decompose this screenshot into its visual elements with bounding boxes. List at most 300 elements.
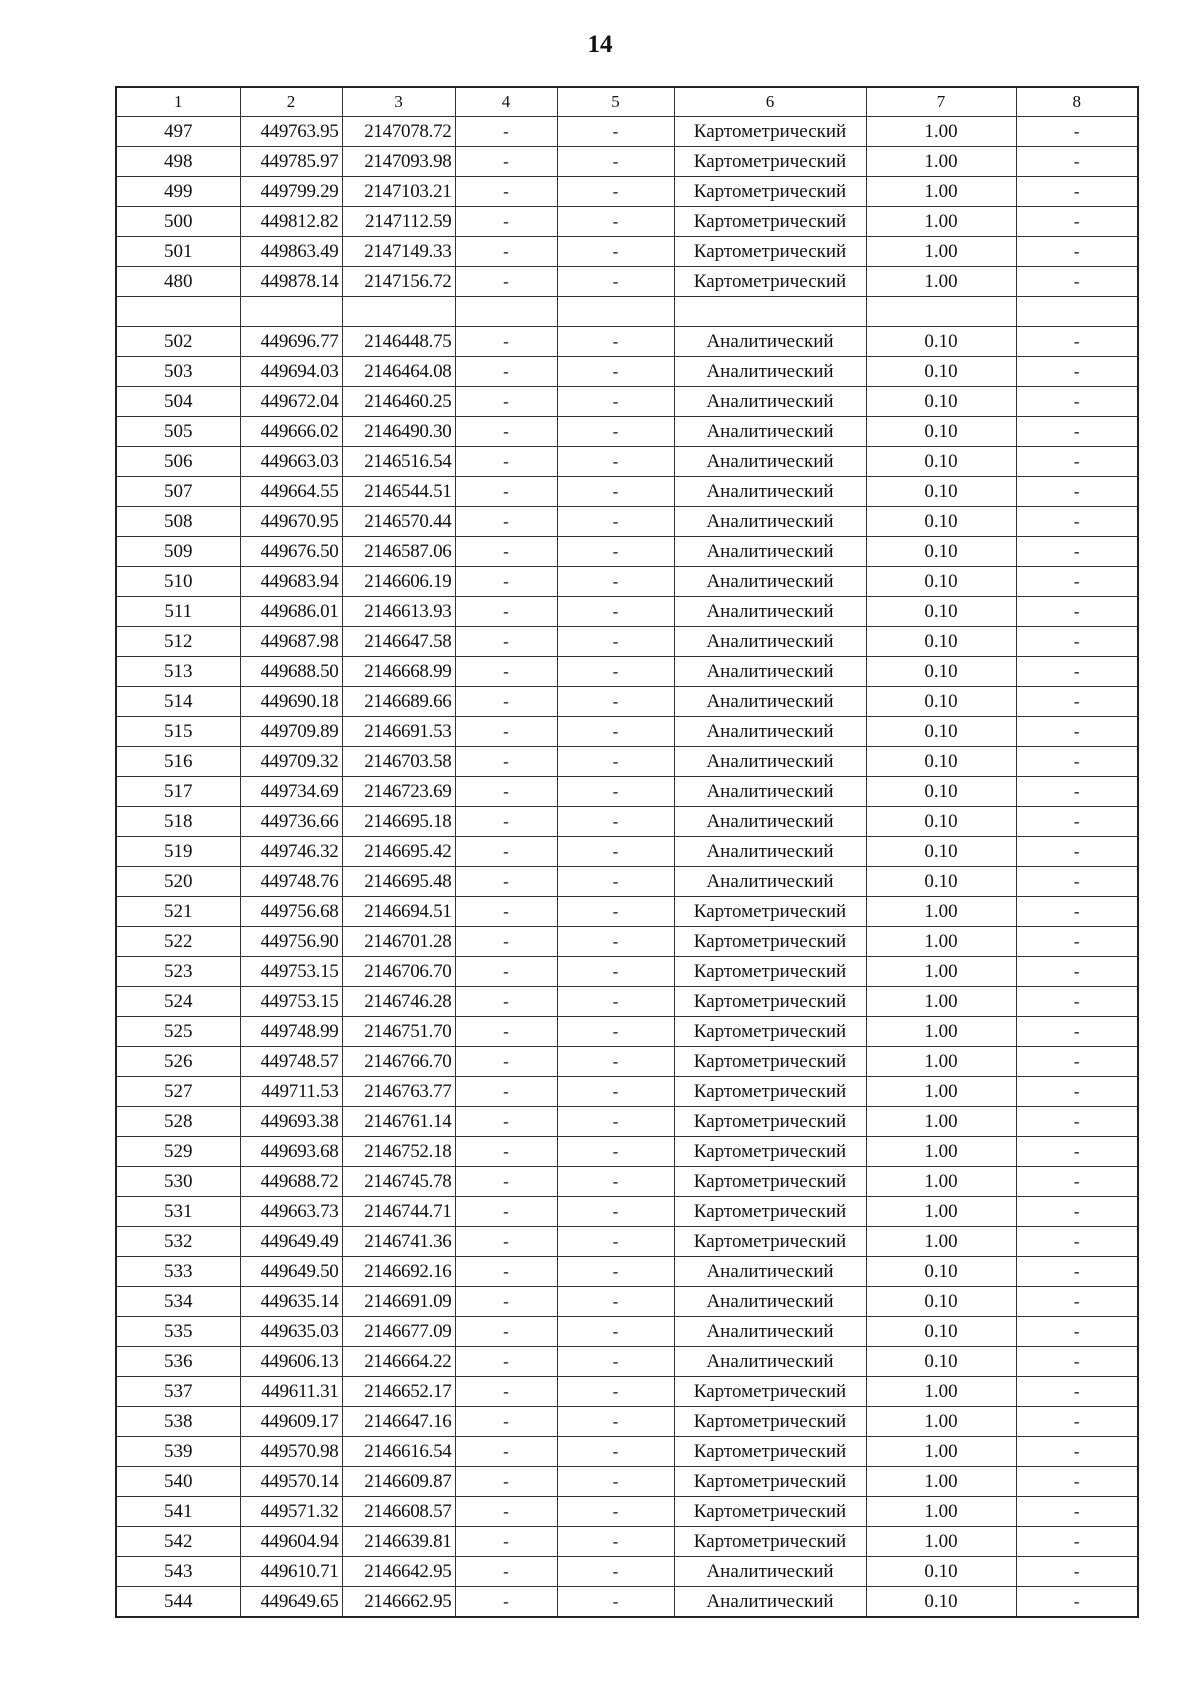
col-4-cell: - [455,1287,557,1317]
point-number-cell: 533 [116,1257,240,1287]
coord-x-cell: 449736.66 [240,807,342,837]
table-row [116,627,1138,657]
coord-y-cell: 2147149.33 [342,237,455,267]
method-cell: Аналитический [674,507,866,537]
coord-x-cell: 449672.04 [240,387,342,417]
col-5-cell: - [557,987,674,1017]
col-5-cell: - [557,1257,674,1287]
method-cell: Картометрический [674,1077,866,1107]
point-number-cell: 541 [116,1497,240,1527]
col-4-cell: - [455,1257,557,1287]
method-cell: Картометрический [674,1047,866,1077]
coord-x-cell: 449610.71 [240,1557,342,1587]
point-number-cell: 539 [116,1437,240,1467]
precision-cell: 1.00 [866,987,1016,1017]
precision-cell: 1.00 [866,957,1016,987]
col-4-cell: - [455,987,557,1017]
coord-x-cell: 449785.97 [240,147,342,177]
table-row [116,1227,1138,1257]
col-5-cell: - [557,477,674,507]
point-number-cell: 518 [116,807,240,837]
method-cell: Аналитический [674,1317,866,1347]
point-number-cell: 524 [116,987,240,1017]
col-4-cell: - [455,447,557,477]
table-row [116,537,1138,567]
method-cell: Аналитический [674,717,866,747]
precision-cell: 0.10 [866,807,1016,837]
col-4-cell: - [455,1587,557,1618]
col-4-cell: - [455,477,557,507]
coord-x-cell: 449611.31 [240,1377,342,1407]
table-row [116,237,1138,267]
precision-cell: 0.10 [866,1557,1016,1587]
col-4-cell: - [455,1557,557,1587]
coord-x-cell: 449635.03 [240,1317,342,1347]
coord-x-cell: 449606.13 [240,1347,342,1377]
coord-y-cell: 2146613.93 [342,597,455,627]
col-8-cell: - [1016,1227,1138,1257]
precision-cell: 1.00 [866,1047,1016,1077]
col-5-cell: - [557,147,674,177]
col-5-cell: - [557,267,674,297]
col-5-cell: - [557,327,674,357]
method-cell: Картометрический [674,1467,866,1497]
coord-y-cell: 2146652.17 [342,1377,455,1407]
coord-x-cell: 449570.14 [240,1467,342,1497]
method-cell: Картометрический [674,237,866,267]
precision-cell [866,297,1016,327]
method-cell: Картометрический [674,957,866,987]
method-cell: Картометрический [674,1377,866,1407]
coord-y-cell: 2146606.19 [342,567,455,597]
method-cell: Картометрический [674,267,866,297]
precision-cell: 0.10 [866,837,1016,867]
table-row [116,1407,1138,1437]
coord-y-cell: 2146691.53 [342,717,455,747]
point-number-cell: 506 [116,447,240,477]
col-4-cell: - [455,807,557,837]
precision-cell: 0.10 [866,1317,1016,1347]
table-row [116,207,1138,237]
precision-cell: 0.10 [866,1347,1016,1377]
col-8-cell: - [1016,897,1138,927]
col-5-cell: - [557,1167,674,1197]
col-8-cell: - [1016,417,1138,447]
coord-x-cell: 449709.89 [240,717,342,747]
col-4-cell: - [455,567,557,597]
point-number-cell: 515 [116,717,240,747]
table-row [116,1557,1138,1587]
col-5-cell: - [557,1587,674,1618]
coord-y-cell: 2146544.51 [342,477,455,507]
table-row [116,927,1138,957]
col-5-cell: - [557,777,674,807]
col-8-cell: - [1016,1437,1138,1467]
col-8-cell: - [1016,1047,1138,1077]
coord-x-cell: 449748.76 [240,867,342,897]
precision-cell: 1.00 [866,1197,1016,1227]
col-8-cell: - [1016,447,1138,477]
point-number-cell: 530 [116,1167,240,1197]
precision-cell: 0.10 [866,627,1016,657]
precision-cell: 0.10 [866,507,1016,537]
col-8-cell: - [1016,987,1138,1017]
col-4-cell: - [455,537,557,567]
coord-x-cell: 449799.29 [240,177,342,207]
col-4-cell: - [455,327,557,357]
precision-cell: 1.00 [866,1437,1016,1467]
col-4-cell: - [455,1407,557,1437]
col-8-cell: - [1016,1197,1138,1227]
coord-x-cell: 449688.50 [240,657,342,687]
method-cell: Картометрический [674,147,866,177]
coord-y-cell: 2146695.18 [342,807,455,837]
col-5-cell: - [557,1377,674,1407]
precision-cell: 0.10 [866,417,1016,447]
method-cell: Аналитический [674,1587,866,1618]
col-8-cell [1016,297,1138,327]
col-5-cell: - [557,1197,674,1227]
col-8-cell: - [1016,717,1138,747]
table-row [116,117,1138,147]
method-cell [674,297,866,327]
precision-cell: 0.10 [866,1587,1016,1618]
column-header-6: 6 [674,87,866,117]
precision-cell: 0.10 [866,867,1016,897]
col-4-cell: - [455,1497,557,1527]
col-8-cell: - [1016,267,1138,297]
coord-x-cell: 449748.99 [240,1017,342,1047]
column-header-3: 3 [342,87,455,117]
point-number-cell: 510 [116,567,240,597]
col-8-cell: - [1016,957,1138,987]
precision-cell: 0.10 [866,477,1016,507]
precision-cell: 0.10 [866,447,1016,477]
col-8-cell: - [1016,1347,1138,1377]
method-cell: Картометрический [674,1227,866,1257]
point-number-cell: 529 [116,1137,240,1167]
col-5-cell: - [557,1107,674,1137]
precision-cell: 0.10 [866,327,1016,357]
table-row [116,717,1138,747]
coord-y-cell: 2146694.51 [342,897,455,927]
col-4-cell: - [455,1197,557,1227]
point-number-cell: 507 [116,477,240,507]
precision-cell: 1.00 [866,147,1016,177]
precision-cell: 0.10 [866,387,1016,417]
method-cell: Картометрический [674,1167,866,1197]
col-8-cell: - [1016,1167,1138,1197]
col-4-cell: - [455,687,557,717]
coord-y-cell: 2146744.71 [342,1197,455,1227]
coord-y-cell: 2146642.95 [342,1557,455,1587]
table-row [116,777,1138,807]
precision-cell: 0.10 [866,657,1016,687]
coord-x-cell: 449687.98 [240,627,342,657]
col-8-cell: - [1016,1107,1138,1137]
point-number-cell: 538 [116,1407,240,1437]
coord-y-cell [342,297,455,327]
coord-x-cell: 449753.15 [240,987,342,1017]
table-row [116,1137,1138,1167]
point-number-cell: 499 [116,177,240,207]
point-number-cell: 523 [116,957,240,987]
table-row [116,987,1138,1017]
table-row [116,1497,1138,1527]
table-row [116,327,1138,357]
col-4-cell: - [455,177,557,207]
method-cell: Аналитический [674,447,866,477]
col-4-cell: - [455,1467,557,1497]
coord-x-cell: 449711.53 [240,1077,342,1107]
method-cell: Аналитический [674,357,866,387]
coord-x-cell: 449694.03 [240,357,342,387]
method-cell: Картометрический [674,1527,866,1557]
col-5-cell: - [557,1347,674,1377]
coord-x-cell: 449635.14 [240,1287,342,1317]
col-8-cell: - [1016,747,1138,777]
col-5-cell: - [557,957,674,987]
precision-cell: 1.00 [866,927,1016,957]
coord-x-cell: 449663.03 [240,447,342,477]
col-4-cell: - [455,747,557,777]
col-4-cell: - [455,1167,557,1197]
col-4-cell: - [455,927,557,957]
point-number-cell: 514 [116,687,240,717]
coord-y-cell: 2147112.59 [342,207,455,237]
coord-y-cell: 2146668.99 [342,657,455,687]
col-5-cell: - [557,207,674,237]
point-number-cell: 504 [116,387,240,417]
point-number-cell: 509 [116,537,240,567]
col-5-cell: - [557,1497,674,1527]
col-5-cell: - [557,117,674,147]
table-row [116,1467,1138,1497]
col-4-cell: - [455,1137,557,1167]
point-number-cell: 535 [116,1317,240,1347]
coord-x-cell: 449649.50 [240,1257,342,1287]
precision-cell: 0.10 [866,537,1016,567]
col-4-cell: - [455,1227,557,1257]
col-8-cell: - [1016,1317,1138,1347]
col-5-cell: - [557,357,674,387]
precision-cell: 0.10 [866,687,1016,717]
precision-cell: 1.00 [866,1167,1016,1197]
coord-x-cell: 449756.68 [240,897,342,927]
table-row [116,687,1138,717]
coord-x-cell: 449676.50 [240,537,342,567]
coord-y-cell: 2146639.81 [342,1527,455,1557]
coord-x-cell: 449670.95 [240,507,342,537]
col-5-cell: - [557,597,674,627]
coord-x-cell: 449688.72 [240,1167,342,1197]
col-4-cell: - [455,1347,557,1377]
col-8-cell: - [1016,627,1138,657]
table-row [116,1197,1138,1227]
point-number-cell: 508 [116,507,240,537]
col-8-cell: - [1016,1377,1138,1407]
col-4-cell: - [455,267,557,297]
precision-cell: 1.00 [866,897,1016,927]
method-cell: Картометрический [674,1437,866,1467]
precision-cell: 1.00 [866,1137,1016,1167]
point-number-cell: 500 [116,207,240,237]
col-8-cell: - [1016,117,1138,147]
table-row [116,387,1138,417]
coord-y-cell: 2146464.08 [342,357,455,387]
col-4-cell: - [455,357,557,387]
coord-y-cell: 2146570.44 [342,507,455,537]
col-8-cell: - [1016,1257,1138,1287]
point-number-cell: 521 [116,897,240,927]
page-number: 14 [587,31,613,58]
point-number-cell: 543 [116,1557,240,1587]
table-row [116,1017,1138,1047]
precision-cell: 1.00 [866,117,1016,147]
col-4-cell: - [455,1017,557,1047]
point-number-cell: 525 [116,1017,240,1047]
coord-x-cell: 449863.49 [240,237,342,267]
point-number-cell: 497 [116,117,240,147]
col-8-cell: - [1016,1527,1138,1557]
col-4-cell: - [455,627,557,657]
col-5-cell [557,297,674,327]
col-5-cell: - [557,507,674,537]
col-8-cell: - [1016,1557,1138,1587]
col-5-cell: - [557,927,674,957]
col-5-cell: - [557,1467,674,1497]
coord-x-cell: 449649.65 [240,1587,342,1618]
coord-y-cell: 2146609.87 [342,1467,455,1497]
col-8-cell: - [1016,327,1138,357]
coord-x-cell: 449878.14 [240,267,342,297]
point-number-cell: 498 [116,147,240,177]
coord-y-cell: 2146677.09 [342,1317,455,1347]
precision-cell: 1.00 [866,237,1016,267]
method-cell: Картометрический [674,1107,866,1137]
point-number-cell: 531 [116,1197,240,1227]
col-5-cell: - [557,1137,674,1167]
point-number-cell: 511 [116,597,240,627]
coord-x-cell: 449696.77 [240,327,342,357]
method-cell: Картометрический [674,1197,866,1227]
table-row [116,1317,1138,1347]
col-4-cell: - [455,837,557,867]
col-5-cell: - [557,807,674,837]
col-5-cell: - [557,687,674,717]
method-cell: Аналитический [674,1257,866,1287]
col-5-cell: - [557,447,674,477]
coord-y-cell: 2146664.22 [342,1347,455,1377]
coord-y-cell: 2146587.06 [342,537,455,567]
col-4-cell: - [455,1437,557,1467]
coord-y-cell: 2146751.70 [342,1017,455,1047]
col-8-cell: - [1016,387,1138,417]
col-5-cell: - [557,1287,674,1317]
col-8-cell: - [1016,597,1138,627]
col-5-cell: - [557,237,674,267]
col-4-cell: - [455,507,557,537]
col-8-cell: - [1016,207,1138,237]
method-cell: Картометрический [674,1407,866,1437]
coord-y-cell: 2146691.09 [342,1287,455,1317]
coord-y-cell: 2146763.77 [342,1077,455,1107]
column-header-2: 2 [240,87,342,117]
table-row [116,567,1138,597]
col-5-cell: - [557,1407,674,1437]
col-8-cell: - [1016,1497,1138,1527]
table-row [116,1377,1138,1407]
coord-y-cell: 2146692.16 [342,1257,455,1287]
point-number-cell: 522 [116,927,240,957]
coord-x-cell: 449570.98 [240,1437,342,1467]
table-row [116,957,1138,987]
table-row [116,447,1138,477]
col-8-cell: - [1016,1407,1138,1437]
col-8-cell: - [1016,507,1138,537]
col-8-cell: - [1016,237,1138,267]
col-5-cell: - [557,1557,674,1587]
point-number-cell: 502 [116,327,240,357]
col-8-cell: - [1016,177,1138,207]
coord-y-cell: 2146608.57 [342,1497,455,1527]
coord-x-cell: 449683.94 [240,567,342,597]
precision-cell: 1.00 [866,1017,1016,1047]
point-number-cell: 532 [116,1227,240,1257]
col-8-cell: - [1016,1467,1138,1497]
method-cell: Картометрический [674,1497,866,1527]
coord-y-cell: 2146741.36 [342,1227,455,1257]
precision-cell: 0.10 [866,567,1016,597]
col-8-cell: - [1016,147,1138,177]
table-row [116,1347,1138,1377]
coord-y-cell: 2146745.78 [342,1167,455,1197]
col-8-cell: - [1016,657,1138,687]
coord-y-cell: 2146766.70 [342,1047,455,1077]
method-cell: Аналитический [674,1557,866,1587]
column-header-8: 8 [1016,87,1138,117]
col-8-cell: - [1016,927,1138,957]
coord-y-cell: 2146746.28 [342,987,455,1017]
method-cell: Аналитический [674,657,866,687]
col-8-cell: - [1016,1287,1138,1317]
coord-y-cell: 2146695.42 [342,837,455,867]
col-5-cell: - [557,1527,674,1557]
col-4-cell: - [455,897,557,927]
coord-y-cell: 2146616.54 [342,1437,455,1467]
col-8-cell: - [1016,1587,1138,1618]
precision-cell: 0.10 [866,777,1016,807]
precision-cell: 1.00 [866,177,1016,207]
point-number-cell: 540 [116,1467,240,1497]
table-row [116,897,1138,927]
coord-x-cell: 449571.32 [240,1497,342,1527]
coord-y-cell: 2146701.28 [342,927,455,957]
method-cell: Аналитический [674,327,866,357]
method-cell: Аналитический [674,477,866,507]
point-number-cell: 516 [116,747,240,777]
method-cell: Картометрический [674,897,866,927]
col-8-cell: - [1016,1137,1138,1167]
table-row [116,597,1138,627]
coord-x-cell: 449664.55 [240,477,342,507]
precision-cell: 1.00 [866,207,1016,237]
col-5-cell: - [557,1437,674,1467]
table-row [116,837,1138,867]
col-8-cell: - [1016,477,1138,507]
coord-y-cell: 2146490.30 [342,417,455,447]
coord-x-cell: 449746.32 [240,837,342,867]
